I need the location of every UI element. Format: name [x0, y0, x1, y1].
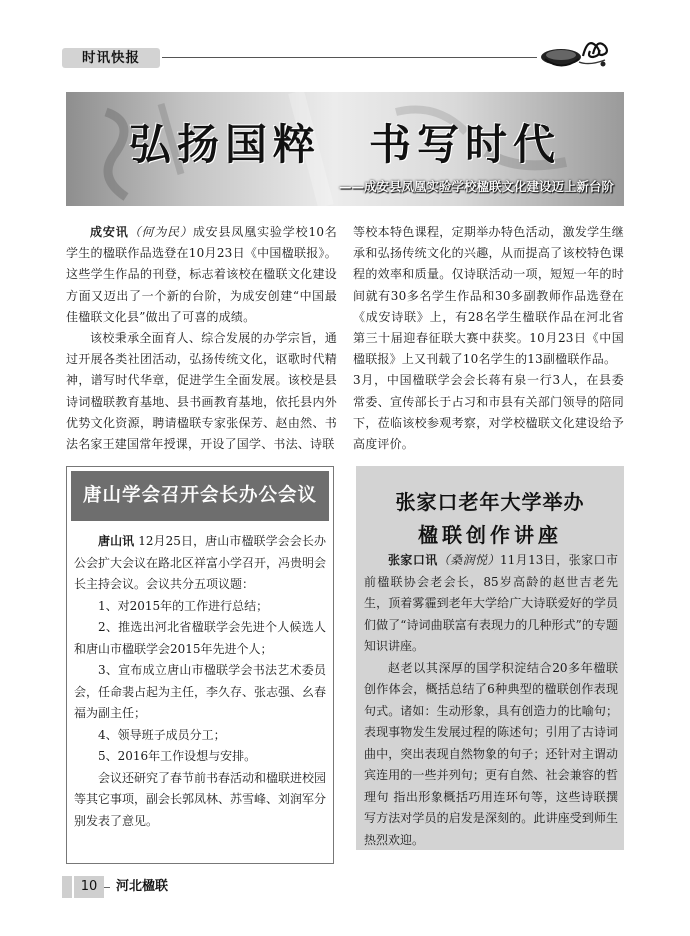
agenda-item: 5、2016年工作设想与安排。: [98, 749, 257, 763]
agenda-item: 1、对2015年的工作进行总结；: [98, 598, 269, 613]
main-article-paragraph: 等校本特色课程，定期举办特色活动，激发学生继承和弘扬传统文化的兴趣，从而提高了该校特色课程的效率和质量。仅诗联活动一项，短短一年的时间就有30多名学生作品和30多副教师作品选登在《成安诗联》上，有28名学生楹联作品在河北省第三十届迎春征联大赛中获奖。10月23日《中国楹联报》上又刊载了10名学生的13副楹联作品。: [353, 225, 624, 367]
tangshan-article-title: 唐山学会召开会长办公会议: [82, 485, 317, 506]
headline-title: 弘扬国粹 书写时代: [128, 120, 561, 169]
zhangjiakou-article-body: [364, 550, 618, 851]
tangshan-article-byline: 唐山讯: [98, 534, 135, 548]
main-article-paragraph: 3月，中国楹联学会会长蒋有泉一行3人，在县委常委、宣传部长于占习和市县有关部门领导的陪同下，莅临该校参观考察，对学校楹联文化建设给予高度评价。: [353, 373, 624, 452]
page-number: 10: [74, 876, 104, 898]
tangshan-article-closing: 会议还研究了春节前书春活动和楹联进校园等其它事项，副会长郭凤林、苏雪峰、刘润军分别发表了意见。: [74, 770, 327, 828]
main-article-byline: 成安讯: [90, 225, 129, 239]
zhangjiakou-article-title-line2: 楹联创作讲座: [418, 523, 562, 547]
agenda-item: 2、推选出河北省楹联学会先进个人候选人和唐山市楹联学会2015年先进个人；: [74, 620, 326, 656]
section-label: 时讯快报: [62, 48, 160, 68]
main-article-paragraph: 该校秉承全面育人、综合发展的办学宗旨，通过开展各类社团活动，弘扬传统文化，讴歌时代精神，谱写时代华章，促进学生全面发展。该校是县诗词楹联教育基地、县书画教育基地，依托县内外优势文化资源，聘请楹联专家张保芳、赵由然、书法名家王建国常年授课，开设了国学、书法、诗联: [66, 331, 337, 452]
main-article-left-column: [66, 222, 337, 455]
tangshan-article-body: [74, 531, 326, 832]
main-article-right-column: [353, 222, 624, 455]
tangshan-article-box: [66, 466, 334, 864]
headline-subtitle: ——成安县凤凰实验学校楹联文化建设迈上新台阶: [338, 179, 614, 194]
inkstone-ornament-icon: [535, 26, 613, 76]
agenda-item: 3、宣布成立唐山市楹联学会书法艺术委员会，任命裴占起为主任，李久存、张志强、幺春福为副主任；: [74, 663, 327, 720]
magazine-name: 河北楹联: [116, 879, 169, 894]
zhangjiakou-article-author: （桑润悦）: [437, 553, 500, 567]
footer-tab-marker: [62, 876, 72, 898]
zhangjiakou-article-paragraph: 张家口讯（桑润悦）11月13日，张家口市前楹联协会老会长，85岁高龄的赵世吉老先生，顶着雾霾到老年大学给广大诗联爱好的学员们做了“诗词曲联富有表现力的几种形式”的专题知识讲座。: [364, 553, 618, 653]
main-article-paragraph: 成安讯（何为民）成安县凤凰实验学校10名学生的楹联作品选登在10月23日《中国楹联报》。这些学生作品的刊登，标志着该校在楹联文化建设方面又迈出了一个新的台阶，为成安创建“中国最佳楹联文化县”做出了可喜的成绩。: [66, 225, 338, 324]
tangshan-article-lead: 唐山讯 12月25日，唐山市楹联学会会长办公会扩大会议在路北区祥富小学召开，冯贵明会长主持会议。会议共分五项议题：: [74, 534, 327, 591]
zhangjiakou-article-box: [356, 466, 624, 850]
zhangjiakou-article-paragraph: 赵老以其深厚的国学积淀结合20多年楹联创作体会，概括总结了6种典型的楹联创作表现句式。诸如：生动形象，具有创造力的比喻句；表现事物发生发展过程的陈述句；引用了古诗词曲中，突出表现自然物象的句子；还针对主谓动宾连用的一些并列句；更有自然、社会兼容的哲理句 指出形象概括巧用连环句等，这些诗联撰写方法对学员的启发是深刻的。此讲座受到师生热烈欢迎。: [364, 660, 618, 847]
zhangjiakou-article-title-line1: 张家口老年大学举办: [395, 490, 585, 514]
main-article-author: （何为民）: [128, 225, 193, 239]
zhangjiakou-article-byline: 张家口讯: [388, 553, 438, 567]
agenda-item: 4、领导班子成员分工；: [98, 727, 226, 742]
header-divider: [162, 57, 537, 58]
tangshan-article-header: [71, 471, 329, 521]
footer-divider: [104, 887, 110, 888]
headline-banner: [66, 92, 624, 206]
